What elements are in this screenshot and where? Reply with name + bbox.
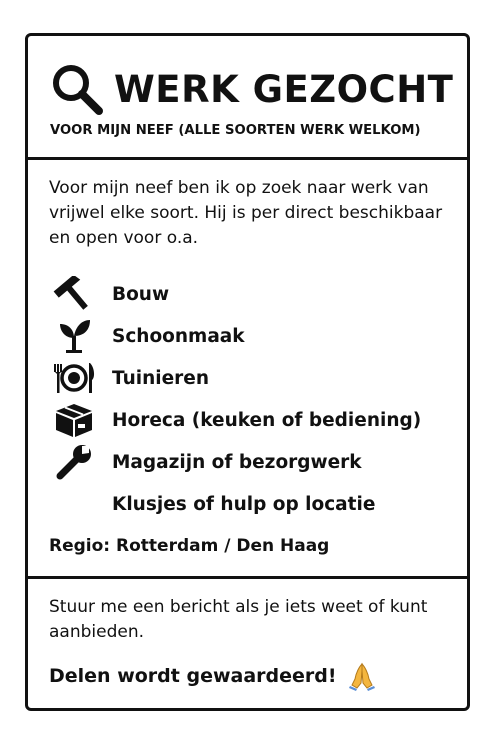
divider-bottom — [28, 576, 467, 579]
flyer-card — [25, 33, 470, 711]
list-item-label: Magazijn of bezorgwerk — [112, 451, 362, 473]
list-item-label: Bouw — [112, 283, 170, 305]
praying-hands-icon — [347, 661, 377, 691]
list-item — [50, 399, 421, 441]
list-item — [50, 441, 421, 483]
box-icon — [50, 402, 98, 438]
blank-icon-slot — [50, 486, 98, 522]
region-text: Regio: Rotterdam / Den Haag — [49, 536, 330, 556]
sprout-icon — [50, 318, 98, 354]
list-item — [50, 273, 421, 315]
contact-text: Stuur me een bericht als je iets weet of kunt aanbieden. — [49, 597, 428, 642]
list-item — [50, 483, 421, 525]
divider-top — [28, 157, 467, 160]
search-icon — [50, 62, 104, 116]
list-item-label: Schoonmaak — [112, 325, 245, 347]
list-item — [50, 315, 421, 357]
list-item-label: Horeca (keuken of bediening) — [112, 409, 422, 431]
list-item-label: Klusjes of hulp op locatie — [112, 493, 376, 515]
page-subtitle: VOOR MIJN NEEF (ALLE SOORTEN WERK WELKOM) — [50, 123, 421, 138]
job-type-list — [50, 273, 421, 525]
plate-cutlery-icon — [50, 360, 98, 396]
header — [50, 62, 453, 116]
closing-row — [49, 661, 377, 691]
hammer-icon — [50, 276, 98, 312]
list-item-label: Tuinieren — [112, 367, 209, 389]
intro-text: Voor mijn neef ben ik op zoek naar werk van vrijwel elke soort. Hij is per direct beschikbaar en open voor o.a. — [49, 178, 443, 248]
closing-text: Delen wordt gewaardeerd! — [49, 665, 337, 687]
page-title: WERK GEZOCHT — [114, 67, 454, 111]
list-item — [50, 357, 421, 399]
wrench-icon — [50, 444, 98, 480]
